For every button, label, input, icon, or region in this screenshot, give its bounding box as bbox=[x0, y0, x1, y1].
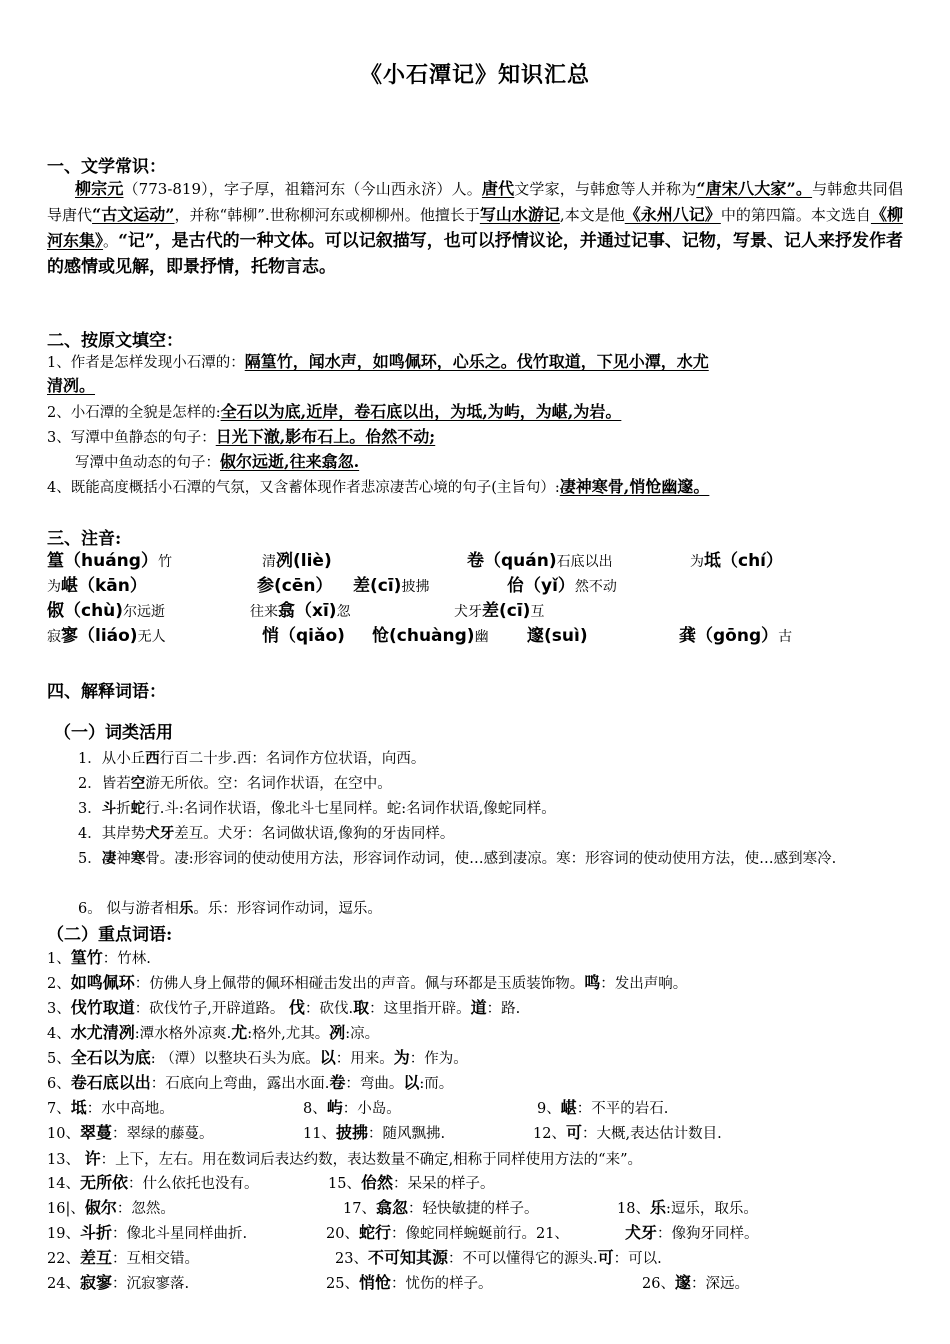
pinyin-row bbox=[47, 598, 907, 624]
pinyin-entry: 邃(suì) bbox=[527, 626, 588, 646]
pinyin-entry: 俶（chù)尔远逝 bbox=[47, 601, 166, 621]
word-item: 9、嵁：不平的岩石. bbox=[537, 1098, 669, 1117]
question-text: 4、既能高度概括小石潭的气氛，又含蓄体现作者悲凉凄苦心境的句子(主旨句）: bbox=[47, 480, 560, 496]
usage-item: 6。 似与游者相乐。乐：形容词作动词，逗乐。 bbox=[78, 900, 382, 917]
question-text: 2、小石潭的全貌是怎样的: bbox=[47, 405, 221, 421]
word-item: 6、卷石底以出：石底向上弯曲，露出水面.卷：弯曲。以:而。 bbox=[47, 1073, 454, 1092]
landscape-travelogue: 写山水游记 bbox=[479, 205, 560, 224]
answer-text: 日光下澈,影布石上。佁然不动; bbox=[215, 427, 436, 446]
fill-q4 bbox=[47, 476, 907, 499]
pinyin-entry: 佁（yǐ）然不动 bbox=[507, 576, 617, 596]
word-item: 11、披拂：随风飘拂. bbox=[303, 1123, 446, 1142]
word-item: 22、差互：互相交错。 bbox=[47, 1248, 199, 1267]
word-item: 7、坻：水中高地。 bbox=[47, 1098, 174, 1117]
pinyin-entry: 参(cēn） bbox=[257, 576, 333, 596]
text-span: 。 bbox=[103, 232, 119, 250]
word-item: 13、 许：上下，左右。用在数词后表达约数，表达数量不确定,相称于同样使用方法的“来”。 bbox=[47, 1149, 643, 1168]
pinyin-row bbox=[47, 623, 907, 649]
pinyin-entry: 怆(chuàng)幽 bbox=[372, 626, 489, 646]
text-span: 中的第四篇。本文选自 bbox=[720, 206, 871, 224]
question-text: 1、作者是怎样发现小石潭的： bbox=[47, 355, 245, 371]
word-item: 15、佁然：呆呆的样子。 bbox=[328, 1173, 495, 1192]
pinyin-entry: 清冽(liè) bbox=[262, 551, 332, 571]
word-item: 8、屿：小岛。 bbox=[303, 1098, 401, 1117]
eight-masters: “唐宋八大家”。 bbox=[696, 179, 813, 198]
word-item: 23、不可知其源：不可以懂得它的源头.可：可以. bbox=[335, 1248, 662, 1267]
literary-knowledge-paragraph bbox=[47, 176, 903, 280]
section-2-heading: 二、按原文填空： bbox=[47, 331, 183, 351]
text-span: ，并称“韩柳”.世称柳河东或柳柳州。他擅长于 bbox=[174, 206, 480, 224]
usage-item: 5．凄神寒骨。凄:形容词的使动使用方法，形容词作动词，使…感到凄凉。寒：形容词的使动使用方法，使…感到寒冷. bbox=[78, 850, 837, 867]
pinyin-entry: 寂寥（liáo)无人 bbox=[47, 626, 166, 646]
author-info: （773-819），字子厚，祖籍河东（今山西永济）人。 bbox=[123, 180, 482, 198]
section-4-heading: 四、解释词语： bbox=[47, 682, 166, 702]
word-item: 24、寂寥：沉寂寥落. bbox=[47, 1273, 190, 1292]
word-item: 10、翠蔓：翠绿的藤蔓。 bbox=[47, 1123, 214, 1142]
yongzhou-eight: 《永州八记》 bbox=[624, 205, 721, 224]
usage-item: 2．皆若空游无所依。空：名词作状语，在空中。 bbox=[78, 775, 392, 792]
page-title: 《小石潭记》知识汇总 bbox=[359, 62, 590, 88]
pinyin-entry: 为坻（chí） bbox=[690, 551, 784, 571]
fill-q1-cont bbox=[47, 375, 907, 398]
fill-q2 bbox=[47, 401, 907, 424]
word-item: 20、蛇行：像蛇同样蜿蜒前行。21、 bbox=[326, 1223, 569, 1242]
pinyin-entry: 篁（huáng）竹 bbox=[47, 551, 172, 571]
section-1-heading: 一、文学常识： bbox=[47, 157, 166, 177]
word-item: 3、伐竹取道：砍伐竹子,开辟道路。 伐：砍伐.取：这里指开辟。道：路. bbox=[47, 998, 521, 1017]
answer-text: 凄神寒骨,悄怆幽邃。 bbox=[559, 477, 710, 496]
usage-item: 1．从小丘西行百二十步.西：名词作方位状语，向西。 bbox=[78, 750, 426, 767]
text-span: 与韩愈共同倡导唐代 bbox=[47, 180, 903, 224]
pinyin-row bbox=[47, 548, 907, 574]
word-item: 1、篁竹：竹林. bbox=[47, 948, 151, 967]
pinyin-entry: 犬牙差(cī)互 bbox=[454, 601, 545, 621]
answer-text: 隔篁竹，闻水声，如鸣佩环，心乐之。伐竹取道，下见小潭，水尤 bbox=[244, 352, 709, 371]
answer-text: 清冽。 bbox=[47, 376, 96, 395]
classical-prose-movement: “古文运动” bbox=[92, 205, 175, 224]
author-name: 柳宗元 bbox=[75, 179, 124, 198]
subsection-key-words: （二）重点词语: bbox=[47, 925, 173, 945]
question-text: 写潭中鱼动态的句子： bbox=[75, 455, 220, 471]
pinyin-entry: 为嵁（kān） bbox=[47, 576, 147, 596]
word-item: 25、悄怆：忧伤的样子。 bbox=[326, 1273, 493, 1292]
pinyin-entry: 龚（gōng）古 bbox=[679, 626, 793, 646]
pinyin-entry: 卷（quán)石底以出 bbox=[467, 551, 613, 571]
usage-item: 3．斗折蛇行.斗:名词作状语，像北斗七星同样。蛇:名词作状语,像蛇同样。 bbox=[78, 800, 556, 817]
word-item: 19、斗折：像北斗星同样曲折. bbox=[47, 1223, 248, 1242]
word-item: 12、可：大概,表达估计数目. bbox=[533, 1123, 722, 1142]
word-item: 犬牙：像狗牙同样。 bbox=[625, 1223, 759, 1242]
question-text: 3、写潭中鱼静态的句子： bbox=[47, 430, 216, 446]
liuhedong-collection: 《柳河东集》 bbox=[47, 205, 903, 250]
word-item: 2、如鸣佩环：仿佛人身上佩带的佩环相碰击发出的声音。佩与环都是玉质装饰物。鸣：发出声响。 bbox=[47, 973, 688, 992]
word-item: 5、全石以为底: （潭）以整块石头为底。以：用来。为：作为。 bbox=[47, 1048, 468, 1067]
word-item: 17、翕忽：轻快敏捷的样子。 bbox=[343, 1198, 539, 1217]
usage-item: 4．其岸势犬牙差互。犬牙：名词做状语,像狗的牙齿同样。 bbox=[78, 825, 455, 842]
answer-text: 全石以为底,近岸，卷石底以出，为坻,为屿，为嵁,为岩。 bbox=[220, 402, 622, 421]
subsection-part-of-speech: （一）词类活用 bbox=[54, 723, 173, 743]
pinyin-row bbox=[47, 573, 907, 599]
word-item: 18、乐:逗乐，取乐。 bbox=[617, 1198, 758, 1217]
fill-q3b bbox=[75, 451, 935, 474]
word-item: 4、水尤清冽:潭水格外凉爽.尤:格外,尤其。冽:凉。 bbox=[47, 1023, 380, 1042]
pinyin-entry: 往来翕（xī)忽 bbox=[250, 601, 351, 621]
text-span: ,本文是他 bbox=[559, 206, 625, 224]
answer-text: 俶尔远逝,往来翕忽. bbox=[220, 452, 360, 471]
text-span: 文学家，与韩愈等人并称为 bbox=[514, 180, 697, 198]
fill-q1 bbox=[47, 351, 907, 374]
ji-genre-description: “记”，是古代的一种文体。可以记叙描写，也可以抒情议论，并通过记事、记物，写景、记人来抒发作者的感情或见解，即景抒情，托物言志。 bbox=[47, 231, 903, 277]
section-3-heading: 三、注音: bbox=[47, 529, 122, 549]
fill-q3 bbox=[47, 426, 907, 449]
word-item: 14、无所依：什么依托也没有。 bbox=[47, 1173, 259, 1192]
pinyin-entry: 差(cī)披拂 bbox=[353, 576, 430, 596]
word-item: 26、邃：深远。 bbox=[642, 1273, 749, 1292]
pinyin-entry: 悄（qiǎo) bbox=[262, 626, 345, 646]
dynasty: 唐代 bbox=[481, 179, 515, 198]
word-item: 16|、俶尔：忽然。 bbox=[47, 1198, 175, 1217]
